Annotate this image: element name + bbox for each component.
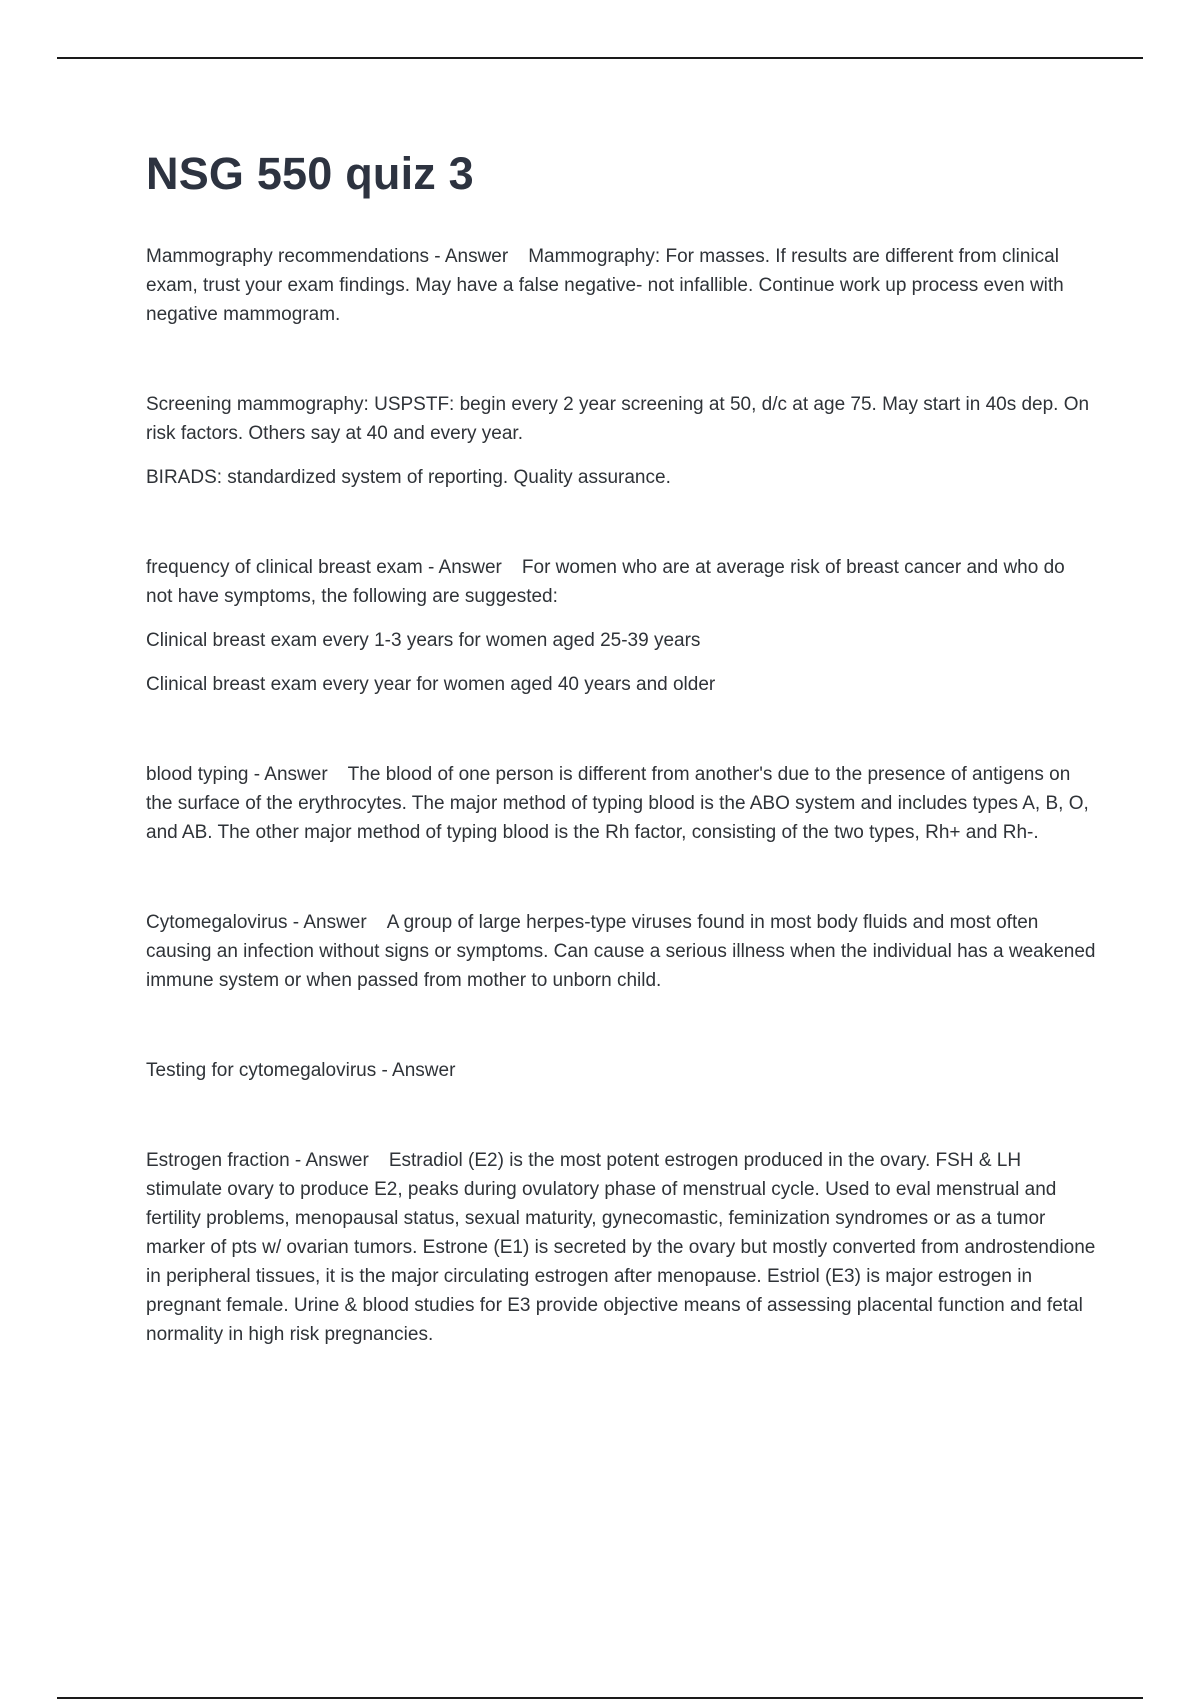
qa-entry-testing-cytomegalovirus [146,1056,1096,1085]
document-body [146,148,1096,1349]
entry-term: blood typing - Answer [146,764,328,785]
entry-term: Mammography recommendations - Answer [146,246,509,267]
entry-term: Cytomegalovirus - Answer [146,912,367,933]
qa-entry-estrogen-fraction [146,1146,1096,1349]
qa-entry-cytomegalovirus [146,908,1096,995]
entry-answer: Mammography: For masses. If results are different from clinical exam, trust your exam findings. May have a false negative- not infallible. Continue work up process even with negative mammogram. [146,246,1064,325]
entry-answer: For women who are at average risk of breast cancer and who do not have symptoms, the following are suggested: [146,557,1065,607]
entry-answer: The blood of one person is different from another's due to the presence of antigens on the surface of the erythrocytes. The major method of typing blood is the ABO system and includes types A, B, O, and AB. The other major method of typing blood is the Rh factor, consisting of the two types, Rh+ and Rh-. [146,764,1089,843]
entry-term: Estrogen fraction - Answer [146,1150,369,1171]
page-title: NSG 550 quiz 3 [146,148,474,199]
entry-answer: A group of large herpes-type viruses found in most body fluids and most often causing an infection without signs or symptoms. Can cause a serious illness when the individual has a weakened immune system or when passed from mother to unborn child. [146,912,1096,991]
entry-term: Testing for cytomegalovirus - Answer [146,1060,456,1081]
top-rule [57,57,1143,59]
entry-answer: Estradiol (E2) is the most potent estrogen produced in the ovary. FSH & LH stimulate ovary to produce E2, peaks during ovulatory phase of menstrual cycle. Used to eval menstrual and fertility problems, menopausal status, sexual maturity, gynecomastic, feminization syndromes or as a tumor marker of pts w/ ovarian tumors. Estrone (E1) is secreted by the ovary but mostly converted from androstendione in peripheral tissues, it is the major circulating estrogen after menopause. Estriol (E3) is major estrogen in pregnant female. Urine & blood studies for E3 provide objective means of assessing placental function and fetal normality in high risk pregnancies. [146,1150,1096,1345]
entry-detail: Clinical breast exam every 1-3 years for women aged 25-39 years [146,630,701,651]
bottom-rule [57,1697,1143,1699]
qa-entry-mammography-recommendations [146,242,1096,329]
entry-term: frequency of clinical breast exam - Answer [146,557,502,578]
qa-entry-clinical-breast-exam [146,553,1096,611]
entry-continuation-birads: BIRADS: standardized system of reporting. Quality assurance. [146,467,671,488]
qa-entry-blood-typing [146,760,1096,847]
entry-continuation-screening: Screening mammography: USPSTF: begin every 2 year screening at 50, d/c at age 75. May start in 40s dep. On risk factors. Others say at 40 and every year. [146,394,1090,444]
entry-detail: Clinical breast exam every year for women aged 40 years and older [146,674,716,695]
